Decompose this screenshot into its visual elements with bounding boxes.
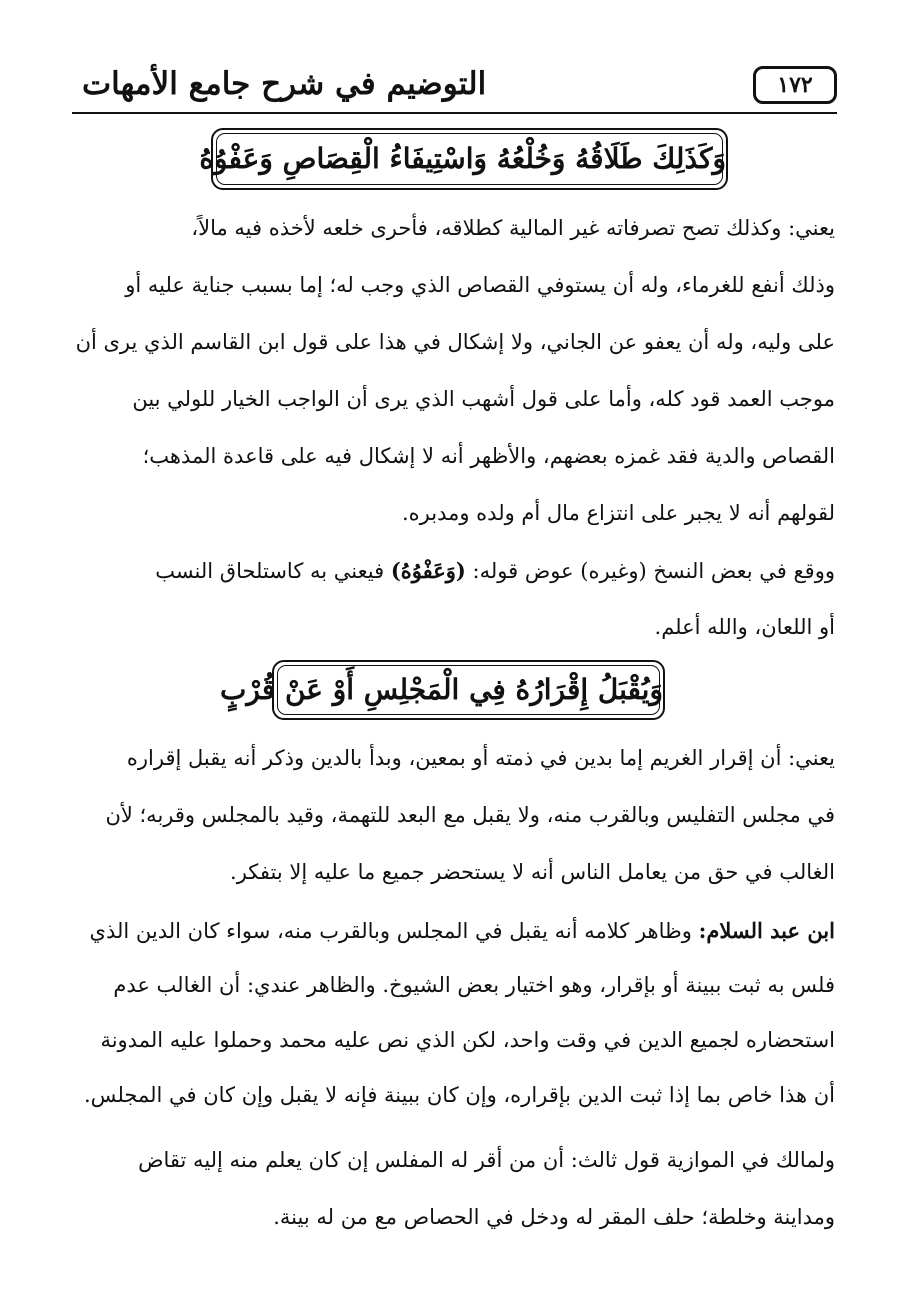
text-line: في مجلس التفليس وبالقرب منه، ولا يقبل مع البعد للتهمة، وقيد بالمجلس وقربه؛ لأن — [105, 803, 835, 827]
text-line: ولمالك في الموازية قول ثالث: أن من أقر له المفلس إن كان يعلم منه إليه تقاض — [138, 1148, 835, 1172]
text-line: موجب العمد قود كله، وأما على قول أشهب الذي يرى أن الواجب الخيار للولي بين — [132, 387, 835, 411]
matn-heading-2: وَيُقْبَلُ إِقْرَارُهُ فِي الْمَجْلِسِ أَوْ عَنْ قُرْبٍ — [272, 660, 665, 720]
text-line: على وليه، وله أن يعفو عن الجاني، ولا إشكال في هذا على قول ابن القاسم الذي يرى أن — [75, 330, 835, 354]
text-line: لقولهم أنه لا يجبر على انتزاع مال أم ولده ومدبره. — [401, 501, 835, 525]
text-line: ومداينة وخلطة؛ حلف المقر له ودخل في الحصاص مع من له بينة. — [273, 1205, 835, 1229]
text-segment: وظاهر كلامه أنه يقبل في المجلس وبالقرب منه، سواء كان الدين الذي — [89, 919, 699, 943]
page-number: ١٧٢ — [753, 66, 837, 104]
commentary-paragraph-5 — [75, 1132, 835, 1246]
commentary-paragraph-2 — [75, 542, 835, 656]
text-line: القصاص والدية فقد غمزه بعضهم، والأظهر أنه لا إشكال فيه على قاعدة المذهب؛ — [142, 444, 835, 468]
header-divider — [72, 112, 837, 114]
book-title: التوضيم في شرح جامع الأمهات — [82, 66, 487, 102]
page-header — [72, 58, 837, 114]
commentary-paragraph-4 — [75, 903, 835, 1123]
matn-heading-1: وَكَذَلِكَ طَلَاقُهُ وَخُلْعُهُ وَاسْتِيفَاءُ الْقِصَاصِ وَعَفْوُهُ — [211, 128, 728, 190]
commentary-paragraph-3 — [75, 730, 835, 901]
text-line: أو اللعان، والله أعلم. — [654, 615, 835, 639]
text-line: أن هذا خاص بما إذا ثبت الدين بإقراره، وإن كان ببينة فإنه لا يقبل وإن كان في المجلس. — [84, 1083, 835, 1107]
text-segment: ووقع في بعض النسخ (وغيره) عوض قوله: — [465, 559, 835, 583]
text-line: فلس به ثبت ببينة أو بإقرار، وهو اختيار بعض الشيوخ. والظاهر عندي: أن الغالب عدم — [113, 973, 835, 997]
text-line — [75, 542, 835, 599]
quoted-matn: (وَعَفْوُهُ) — [390, 558, 466, 583]
text-line: وذلك أنفع للغرماء، وله أن يستوفي القصاص الذي وجب له؛ إما بسبب جناية عليه أو — [125, 273, 835, 297]
text-line: الغالب في حق من يعامل الناس أنه لا يستحضر جميع ما عليه إلا بتفكر. — [230, 860, 835, 884]
cited-author: ابن عبد السلام: — [698, 918, 835, 943]
text-line — [75, 903, 835, 958]
text-line: يعني: أن إقرار الغريم إما بدين في ذمته أو بمعين، وبدأ بالدين وذكر أنه يقبل إقراره — [126, 746, 835, 770]
text-line: يعني: وكذلك تصح تصرفاته غير المالية كطلاقه، فأحرى خلعه لأخذه فيه مالاً، — [191, 216, 835, 240]
text-line: استحضاره لجميع الدين في وقت واحد، لكن الذي نص عليه محمد وحملوا عليه المدونة — [100, 1028, 835, 1052]
commentary-paragraph-1 — [75, 200, 835, 542]
text-segment: فيعني به كاستلحاق النسب — [155, 559, 391, 583]
